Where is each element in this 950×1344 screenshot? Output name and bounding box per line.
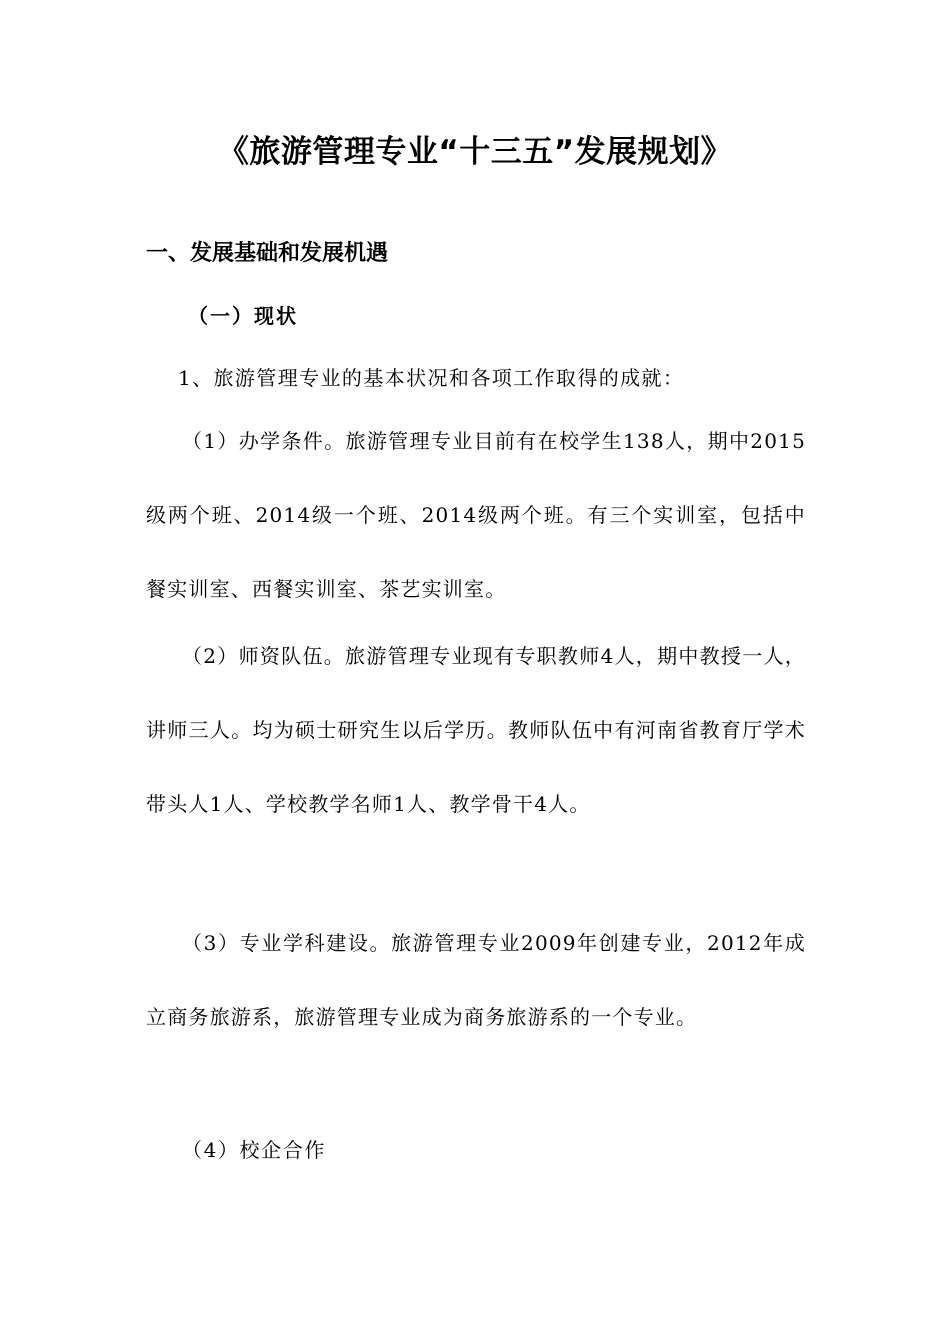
subsection-heading: （一）现状 [188,304,298,328]
paragraph-cooperation: （4）校企合作 [182,1138,326,1162]
paragraph-discipline: （3）专业学科建设。旅游管理专业2009年创建专业，2012年成立商务旅游系，旅游管理专业成为商务旅游系的一个专业。 [146,931,806,1029]
paragraph-faculty: （2）师资队伍。旅游管理专业现有专职教师4人，期中教授一人，讲师三人。均为硕士研究生以后学历。教师队伍中有河南省教育厅学术带头人1人、学校教学名师1人、教学骨干4人。 [146,644,806,816]
section-heading: 一、发展基础和发展机遇 [146,241,389,266]
document-title: 《旅游管理专业“十三五”发展规划》 [217,134,733,170]
intro-line: 1、旅游管理专业的基本状况和各项工作取得的成就： [178,366,685,390]
paragraph-facilities: （1）办学条件。旅游管理专业目前有在校学生138人，期中2015级两个班、2014级一个班、2014级两个班。有三个实训室，包括中餐实训室、西餐实训室、茶艺实训室。 [146,429,806,601]
